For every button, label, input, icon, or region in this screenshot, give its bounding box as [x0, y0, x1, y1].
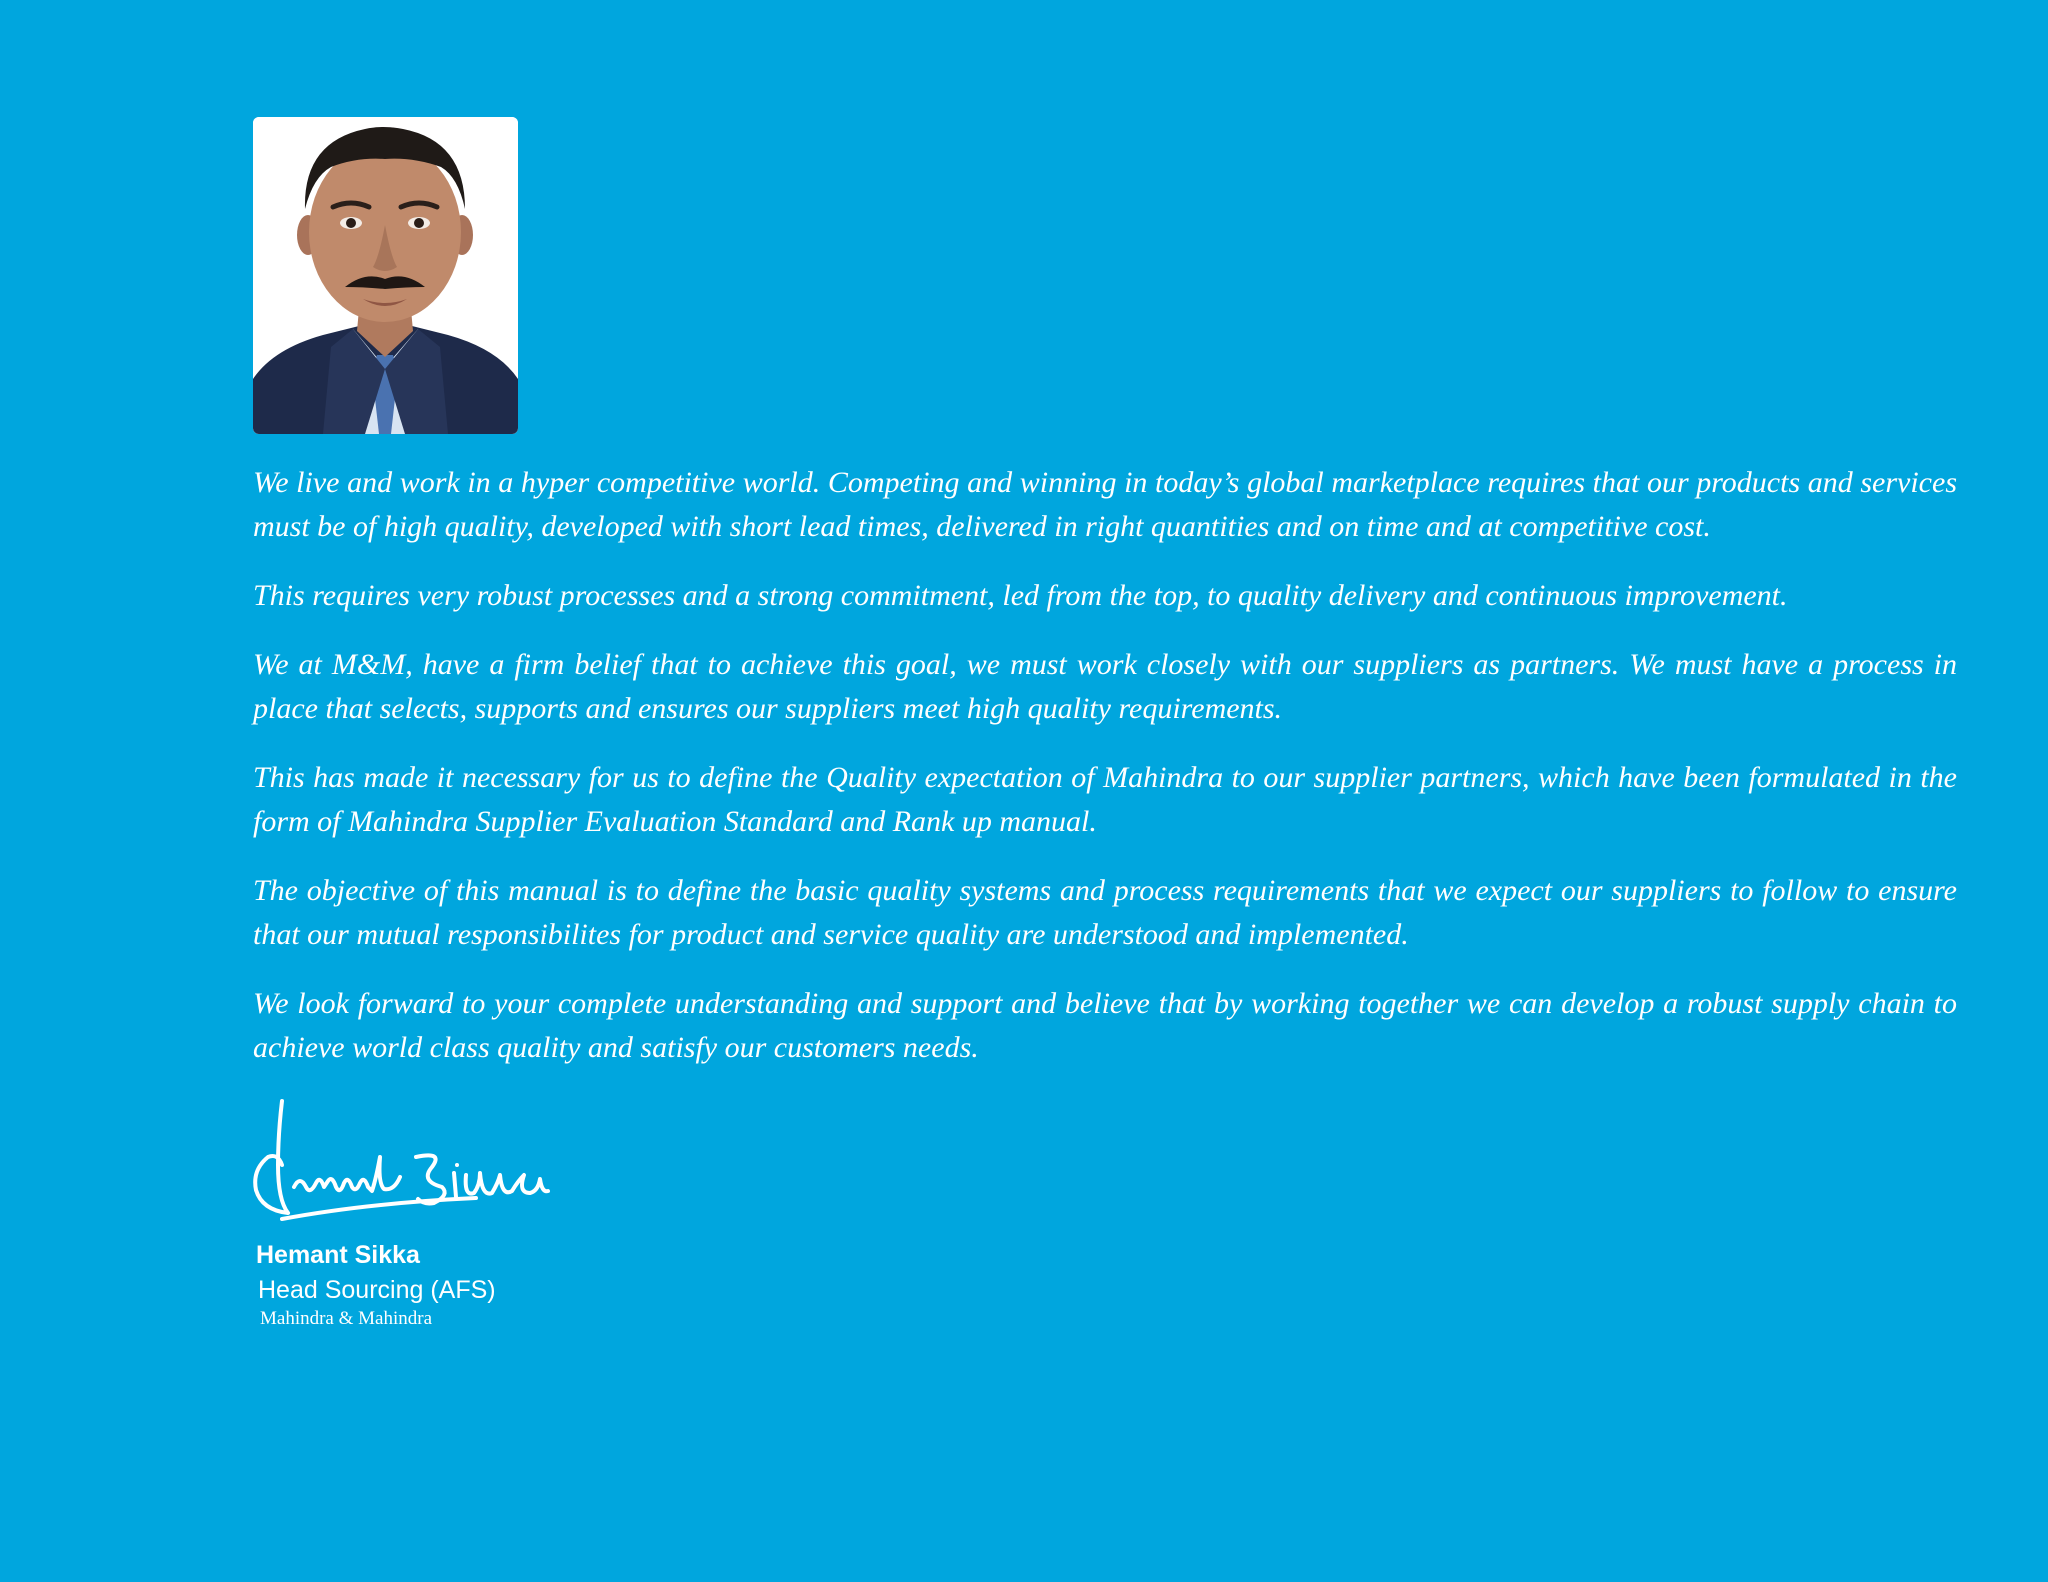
message-body	[253, 461, 1957, 1095]
message-paragraph-1: We live and work in a hyper competitive world. Competing and winning in today’s global marketplace requires that our products and services must be of high quality, developed with short lead times, delivered in right quantities and on time and at competitive cost.	[253, 466, 1957, 543]
message-paragraph-4: This has made it necessary for us to define the Quality expectation of Mahindra to our supplier partners, which have been formulated in the form of Mahindra Supplier Evaluation Standard and Rank up manual.	[253, 761, 1957, 838]
message-paragraph-3: We at M&M, have a firm belief that to achieve this goal, we must work closely with our suppliers as partners. We must have a process in place that selects, supports and ensures our suppliers meet high quality requirements.	[253, 648, 1957, 725]
signature-icon	[248, 1095, 553, 1230]
message-paragraph-5: The objective of this manual is to define the basic quality systems and process requirements that we expect our suppliers to follow to ensure that our mutual responsibilites for product and service quality are understood and implemented.	[253, 874, 1957, 951]
message-paragraph-6: We look forward to your complete understanding and support and believe that by working together we can develop a robust supply chain to achieve world class quality and satisfy our customers needs.	[253, 987, 1957, 1064]
message-paragraph-2: This requires very robust processes and a strong commitment, led from the top, to quality delivery and continuous improvement.	[253, 579, 1788, 612]
signatory-role: Head Sourcing (AFS)	[258, 1276, 496, 1304]
person-icon	[253, 117, 518, 434]
portrait-photo	[253, 117, 518, 434]
signatory-name: Hemant Sikka	[256, 1241, 420, 1269]
signatory-company: Mahindra & Mahindra	[260, 1308, 433, 1329]
